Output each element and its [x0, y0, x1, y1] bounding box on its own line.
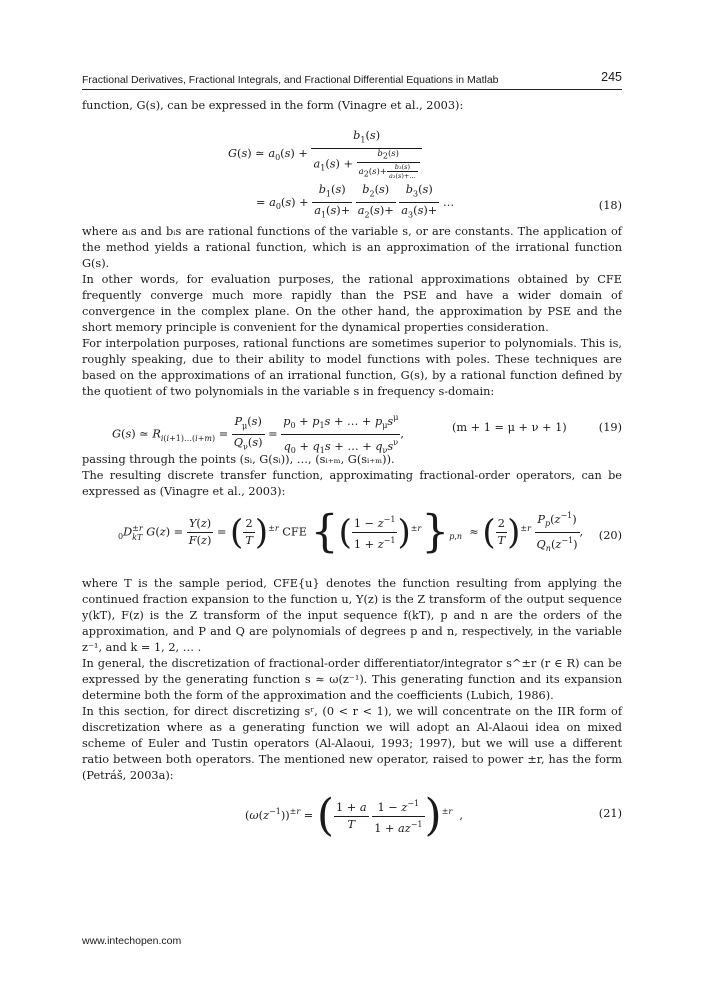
equation-number-21: (21) [598, 807, 622, 820]
paragraph-4: For interpolation purposes, rational functions are sometimes superior to polynomials. This is, roughly speaking, due to their ability to model functions with poles. These techniques are based on the approximations of an irrational function, G(s), by a rational function defined by the quotient of two polynomials in the variable s in frequency s-domain: [82, 337, 622, 398]
eq18-line-1: G(s) ≃ $a_0(s)$ + $b_1(s)$ $a_1(s)$ + b2(s) a2(s)+ $\frac{\text{b₃(s)}}{\text{a₃(s)+…}}$ [228, 128, 422, 180]
paragraph-5: passing through the points (sᵢ, G(sᵢ)), …, (sᵢ₊ₘ, G(sᵢ₊ₘ)). [82, 453, 395, 466]
equation-18 [82, 114, 622, 224]
eq19-body: G(s) ≃ $R_{i(i+1)\dots(i+m)}$ = $\frac{P_\mu(s)}{Q_\nu(s)}$ = $\frac{p_0 + p_1s + \dots + p_\mu s^\mu}{q_0 + q_1s + \dots + q_\nu s^\nu}$ , [112, 410, 404, 459]
page-body [82, 98, 622, 840]
equation-19 [82, 400, 622, 456]
eq18-line-2: = $a_0(s)$ + $\frac{b_1(s)}{a_1(s)+}$ $\frac{b_2(s)}{a_2(s)+}$ $\frac{b_3(s)}{a_3(s)+}$ … [256, 183, 455, 220]
paragraph-8: In general, the discretization of fractional-order differentiator/integrator s^±r (r ∈ R) can be expressed by the generating function s ≈ ω(z⁻¹). This generating function and its expansion determine both the form of the approximation and the coefficients (Lubich, 1986). [82, 657, 622, 702]
footer-url[interactable]: www.intechopen.com [82, 935, 182, 947]
page-number: 245 [601, 70, 622, 84]
equation-number-20: (20) [598, 529, 622, 542]
paragraph-1: function, G(s), can be expressed in the form (Vinagre et al., 2003): [82, 99, 464, 112]
eq20-body: $_0$D ±r kT G(z) = $\frac{Y(z)}{F(z)}$ = ( $\frac{2}{T}$ )$^{\pm r}$ CFE {( $\frac{1 - z^{-1}}{1 + z^{-1}}$ )$^{\pm r}\}_{p,n}$ ≈ ( $\frac{2}{T}$ )$^{\pm r}$ $\frac{P_p(z^{-1})}{Q_n(z^{-1})}$ , [118, 506, 584, 558]
equation-number-18: (18) [598, 199, 622, 212]
eq19-condition: (m + 1 = μ + ν + 1) [452, 421, 567, 434]
equation-20 [82, 500, 622, 576]
paragraph-2: where aᵢs and bᵢs are rational functions of the variable s, or are constants. The application of the method yields a rational function, which is an approximation of the irrational function G(s). [82, 225, 622, 270]
header-rule [82, 89, 622, 90]
equation-21 [82, 784, 622, 840]
paragraph-7: where T is the sample period, CFE{u} denotes the function resulting from applying the continued fraction expansion to the function u, Y(z) is the Z transform of the output sequence y(kT), F(z) is the Z transform of the input sequence f(kT), p and n are the orders of the approximation, and P and Q are polynomials of degrees p and n, respectively, in the variable z⁻¹, and k = 1, 2, … . [82, 577, 622, 654]
running-header [82, 69, 622, 89]
paragraph-3: In other words, for evaluation purposes, the rational approximations obtained by CFE frequently converge much more rapidly than the PSE and have a wider domain of convergence in the complex plane. On the other hand, the approximation by PSE and the short memory principle is convenient for the dynamical properties consideration. [82, 273, 622, 334]
equation-number-19: (19) [598, 421, 622, 434]
paragraph-6: The resulting discrete transfer function, approximating fractional-order operators, can be expressed as (Vinagre et al., 2003): [82, 469, 622, 498]
running-title: Fractional Derivatives, Fractional Integrals, and Fractional Differential Equations in Matlab [82, 74, 499, 86]
eq21-body: $(\omega(z^{-1}))^{\pm r}$ = ( $\frac{1 + a}{T}$ $\frac{1 - z^{-1}}{1 + az^{-1}}$ )$^{\pm r}$ , [245, 790, 463, 841]
paragraph-9: In this section, for direct discretizing sʳ, (0 < r < 1), we will concentrate on the IIR form of discretization where as a generating function we will adopt an Al-Alaoui idea on mixed scheme of Euler and Tustin operators (Al-Alaoui, 1993; 1997), but we will use a different ratio between both operators. The mentioned new operator, raised to power ±r, has the form (Petráš, 2003a): [82, 705, 622, 782]
